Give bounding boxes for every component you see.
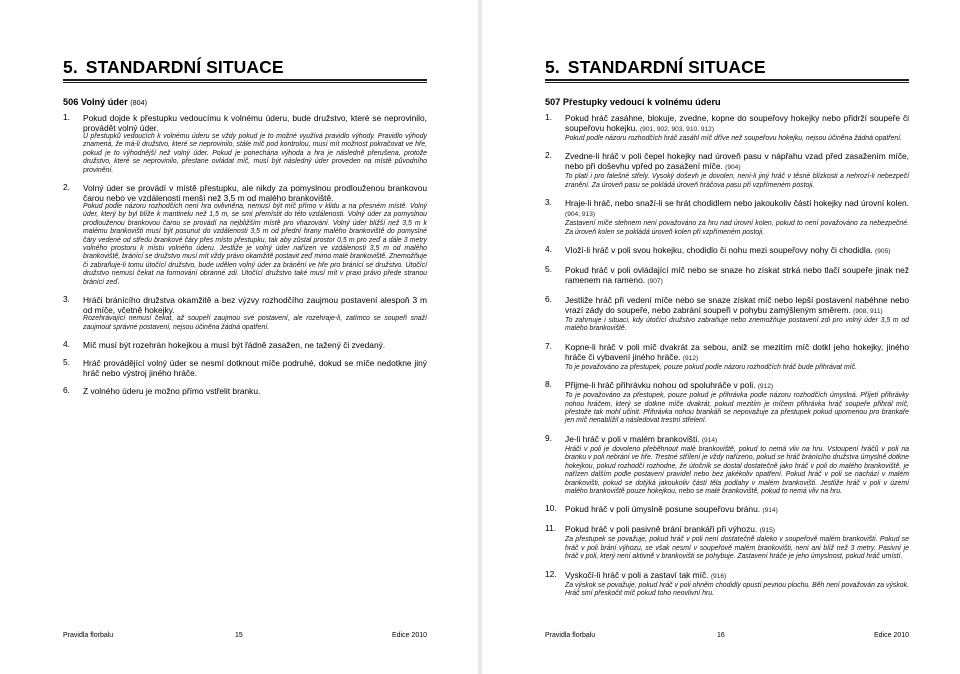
item-note: Pokud podle názoru rozhodčích není hra ovlivněna, nemusí být míč přímo v klidu a na přesném místě. Volný úder, který by byl blíže k mantinelu než 1,5 m, se smí přemístit do této vzdálenosti. Volný úder za pomyslnou prodlouženou brankovou čarou se provádí na nejbližším místě pro vhazování. Volný úder bližší než 3,5 m k malému brankovišti musí být posunut do vzdálenosti 3,5 m od přední hrany malého brankoviště do pomyslné čáry vedené od středu brankové čáry přes místo přestupku, tak aby zůstal prostor 0,5 m pro zeď a dále 3 metry volného prostoru k místu volného úderu. Jestliže je volný úder nařízen ve vzdálenosti 3,5 m od malého brankoviště, bránící se družstvo musí mít vždy právo okamžitě postavit zeď mimo malé brankoviště. Znemožňuje či zabraňuje-li tomu útočící družstvo, bude udělen volný úder za bránění ve hře pro bránící se družstvo. Útočící družstvo nemusí čekat na formování obranné zdi. Útočící družstvo také musí mít v praxi právo přede stranou bránící zeď. bbox=[83, 203, 427, 286]
item-note: Za přestupek se považuje, pokud hráč v poli není dostatečně daleko v soupeřově malém brankovišti. Pokud se hráč v poli brání výhozu, se však nesmí v soupeřově malém brankovišti, není ani blíž než 3 metry. Pasivní je hráč v poli, který není aktivně v brankovišti se pohybuje. Zastavení hráče je jeho úmyslnost, pokud hráč umístí. bbox=[565, 536, 909, 561]
rule-item bbox=[63, 113, 427, 175]
item-note: U přestupků vedoucích k volnému úderu se vždy pokud je to možné využívá pravidlo výhody. Pravidlo výhody znamená, že má-li družstvo, které se neprovinilo, stále míč pod kontrolou, musí mít možnost pokračovat ve hře, pokud je to výhodnější než volný úder. Pokud je ponechána výhoda a hra je následně přerušena, protože družstvo, které se neprovinilo, přestane ovládat míč, musí být následný úder proveden na místě původního provinění. bbox=[83, 133, 427, 174]
item-text bbox=[565, 295, 909, 317]
item-text bbox=[565, 504, 909, 516]
page-right bbox=[482, 0, 960, 674]
item-text-body: Přijme-li hráč přihrávku nohou od spoluhráče v poli. bbox=[565, 380, 756, 391]
page-title: 5. STANDARDNÍ SITUACE bbox=[63, 57, 284, 77]
rule-item bbox=[545, 380, 909, 426]
item-reference: (908, 911) bbox=[853, 308, 883, 316]
item-note: To je považováno za přestupek, pouze pokud je přihrávka podle názoru rozhodčích úmyslná. Příjetí přihrávky nohou hráčem, který se dotkne míče dvakrát, pokud mezitím je míčem přihrávka hráč soupeře přihrál míč, přestože tak mohl učinit. Přihrávka nohou brankáři se nepovažuje za přestupek pokud upomenou pro brankaře jen míč nenablížil a následovat trestní střelení. bbox=[565, 392, 909, 425]
item-text bbox=[565, 151, 909, 173]
item-note: Za výskok se považuje, pokud hráč v poli ohněm chodidly opustí pevnou plochu. Běh není považován za výskok. Hráč smí přeskočit míč pokud toho neovlivní hru. bbox=[565, 581, 909, 597]
footer-edition: Edice 2010 bbox=[391, 632, 427, 639]
item-number: 6. bbox=[63, 384, 70, 395]
item-number: 5. bbox=[63, 356, 70, 367]
item-text bbox=[565, 434, 909, 446]
item-note: To platí i pro falešné střely. Vysoký doševh je dovolen, není-li jiný hráč v těsné blízkosti a nehrozí-li nebezpečí zranění. Za úroveň pasu se pokládá úroveň hráčova pasu při vzpřímeném postoji. bbox=[565, 173, 909, 189]
item-text-body: Kopne-li hráč v poli míč dvakrát za sebou, aniž se mezitím míč dotkl jeho hokejky, jiného hráče či vybavení jiného hráče. bbox=[565, 341, 909, 362]
item-text-body: Pokud hráč v poli úmyslně posune soupeřovu bránu. bbox=[565, 504, 761, 515]
item-note: Pokud podle názoru rozhodčích hráč zasáhl míč dříve než soupeřovu hokejku, nejsou účiněna žádná opatření. bbox=[565, 135, 903, 142]
item-text-body: Hraje-li hráč, nebo snaží-li se hrát chodidlem nebo jakoukoliv částí hokejky nad úrovní kolen. bbox=[565, 198, 909, 209]
item-number: 7. bbox=[545, 340, 552, 351]
rule-item bbox=[63, 386, 427, 396]
item-number: 3. bbox=[545, 197, 552, 208]
item-reference: (915) bbox=[759, 527, 775, 535]
rule-item bbox=[545, 151, 909, 190]
item-note: To je považováno za přestupek, pouze pokud podle názoru rozhodčích hráč bude přihrávat míč. bbox=[565, 363, 858, 371]
item-note: To zahrnuje i situaci, kdy útočící družstvo zabraňuje nebo znemožňuje postavení zdi pro volný úder 3,5 m od malého brankoviště. bbox=[565, 317, 909, 333]
item-number: 1. bbox=[545, 112, 552, 122]
item-number: 8. bbox=[545, 379, 552, 390]
page-title: 5. STANDARDNÍ SITUACE bbox=[545, 57, 766, 77]
item-text-body: Jestliže hráč při vedení míče nebo se snaze získat míč nebo lepší postavení nabéhne nebo vrazí zády do soupeře, nebo zabrání soupeři v pohybu zamýšleným směrem. bbox=[565, 295, 909, 316]
item-reference: (907) bbox=[647, 278, 663, 286]
item-note: Hráči v poli je dovoleno přeběhnout malé brankoviště, pokud to nemá vliv na hru. Vstoupení hráčů v poli na branku v poli nebrání ve hře. Trestné střílení je vždy nařízeno, pokud se hráč bránícího družstva úmyslně dotkne hokejkou, pokud rozhodčí rozhodne, že útočník se dostal dostatečně jako hráč v poli do malého brankoviště, je nařízen dalším podle postavení pravidel nebo bez jakékoliv opatření. Pokud hráč v poli se nachází v malém brankovišti, pokud se dotýká jakoukoliv částí těla podlahy v malém brankovišti. Jestliže hráč v poli v území malého brankoviště pouze hokejkou, nebo se malé brankoviště, pokud to nemá vliv na hru. bbox=[565, 445, 909, 495]
item-reference: (916) bbox=[710, 572, 727, 580]
item-text bbox=[83, 386, 427, 396]
footer-title: Pravidla florbalu bbox=[63, 632, 114, 639]
item-text bbox=[565, 245, 909, 257]
item-text-body: Pokud dojde k přestupku vedoucímu k volnému úderu, bude družstvo, které se neprovinilo, provádět volný úder. bbox=[83, 113, 427, 133]
item-text-body: Zvedne-li hráč v poli čepel hokejky nad úroveň pasu v nápřahu vzad před zasažením míče, nebo při doševhu vpřed po zasažení míče. bbox=[565, 151, 909, 172]
page-number: 15 bbox=[235, 632, 243, 639]
item-text bbox=[83, 358, 427, 378]
item-reference: (905) bbox=[875, 248, 891, 256]
item-text-body: Vloží-li hráč v poli svou hokejku, chodidlo či nohu mezi soupeřovy nohy či chodidla. bbox=[565, 245, 873, 256]
item-text-body: Pokud hráč zasáhne, blokuje, zvedne, kopne do soupeřovy hokejky nebo přidrží soupeře či soupeřovu hokejku. bbox=[565, 113, 909, 133]
item-number: 12. bbox=[545, 568, 557, 579]
item-text bbox=[83, 340, 427, 350]
item-number: 10. bbox=[545, 503, 557, 514]
item-number: 6. bbox=[545, 294, 552, 305]
title-rule bbox=[63, 79, 427, 81]
item-number: 1. bbox=[63, 112, 70, 122]
rule-item bbox=[63, 295, 427, 332]
item-reference: (914) bbox=[762, 507, 778, 515]
item-reference: (912) bbox=[682, 354, 699, 362]
item-text bbox=[565, 342, 909, 364]
item-number: 11. bbox=[545, 523, 557, 534]
rule-item bbox=[545, 504, 909, 516]
section-heading: 507 Přestupky vedoucí k volnému úderu bbox=[545, 97, 721, 107]
title-rule-thin bbox=[545, 82, 909, 83]
item-text-body: Vyskočí-li hráč v poli a zastaví tak míč. bbox=[565, 569, 709, 580]
rule-item bbox=[545, 245, 909, 257]
title-rule bbox=[545, 79, 909, 81]
rule-item bbox=[545, 434, 909, 496]
item-text-body: Míč musí být rozehrán hokejkou a musí být řádně zasažen, ne tažený či zvedaný. bbox=[83, 339, 386, 350]
page-footer bbox=[545, 632, 909, 642]
item-note: Rozehrávající nemusí čekat, až soupeři zaujmou své postavení, ale rozehraje-li, zatímco se soupeři snaží zaujmout správné postavení, nejsou účiněna žádná opatření. bbox=[83, 315, 427, 331]
item-text bbox=[565, 265, 909, 287]
item-number: 4. bbox=[545, 244, 552, 255]
page-left bbox=[0, 0, 478, 674]
item-number: 4. bbox=[63, 338, 70, 349]
item-number: 2. bbox=[63, 182, 70, 193]
rule-list bbox=[63, 113, 427, 404]
item-reference: (912) bbox=[757, 383, 774, 391]
rule-item bbox=[545, 524, 909, 561]
page-number: 16 bbox=[717, 632, 725, 639]
item-text bbox=[565, 380, 909, 392]
item-text-body: Z volného úderu je možno přímo vstřelit branku. bbox=[83, 385, 261, 396]
footer-title: Pravidla florbalu bbox=[545, 632, 596, 639]
rule-item bbox=[545, 198, 909, 237]
item-reference: (914) bbox=[701, 436, 718, 444]
item-reference: (904, 913) bbox=[565, 211, 596, 219]
rule-item bbox=[63, 358, 427, 378]
item-reference: (901, 902, 903, 910, 912) bbox=[639, 126, 715, 133]
item-text-body: Volný úder se provádí v místě přestupku, ale nikdy za pomyslnou prodlouženou brankovou čarou nebo ve vzdálenosti menší než 3,5 m od malého brankoviště. bbox=[83, 183, 427, 204]
item-text-body: Hráč provádějící volný úder se nesmí dotknout míče podruhé, dokud se míče nedotkne jiný hráč nebo výstroj jiného hráče. bbox=[83, 357, 427, 378]
rule-item bbox=[545, 265, 909, 287]
rule-item bbox=[545, 342, 909, 372]
item-text bbox=[83, 113, 427, 133]
title-rule-thin bbox=[63, 82, 427, 83]
item-text-body: Je-li hráč v poli v malém brankovišti. bbox=[565, 433, 700, 444]
item-reference: (904) bbox=[725, 164, 741, 172]
item-text bbox=[565, 570, 909, 582]
item-number: 2. bbox=[545, 150, 552, 161]
rule-item bbox=[545, 295, 909, 334]
item-number: 5. bbox=[545, 264, 552, 275]
rule-list bbox=[545, 113, 909, 606]
item-text bbox=[565, 524, 909, 536]
page-footer bbox=[63, 632, 427, 642]
rule-item bbox=[545, 113, 909, 143]
item-text bbox=[83, 295, 427, 315]
footer-edition: Edice 2010 bbox=[873, 632, 909, 639]
item-text-body: Pokud hráč v poli pasivně brání brankáři při výhozu. bbox=[565, 524, 758, 535]
item-text-body: Hráči bránícího družstva okamžitě a bez výzvy rozhodčího zaujmou postavení alespoň 3 m od míče, včetně hokejky. bbox=[83, 295, 427, 316]
rule-item bbox=[545, 570, 909, 599]
item-text bbox=[565, 198, 909, 220]
item-note: Zastavení míče stehnem není považováno za hru nad úrovní kolen, pokud to není považováno za nebezpečné. Za úroveň kolen se pokládá úroveň kolen při vzpřímeném postoji. bbox=[565, 220, 909, 236]
item-text-body: Pokud hráč v poli ovládající míč nebo se snaze ho získat strká nebo tlačí soupeře jinak než ramenem na rameno. bbox=[565, 265, 909, 286]
item-number: 3. bbox=[63, 294, 70, 305]
item-number: 9. bbox=[545, 432, 552, 443]
item-text bbox=[565, 113, 909, 135]
rule-item bbox=[63, 340, 427, 350]
section-heading: 506 Volný úder (804) bbox=[63, 97, 148, 107]
rule-item bbox=[63, 183, 427, 287]
item-text bbox=[83, 183, 427, 203]
